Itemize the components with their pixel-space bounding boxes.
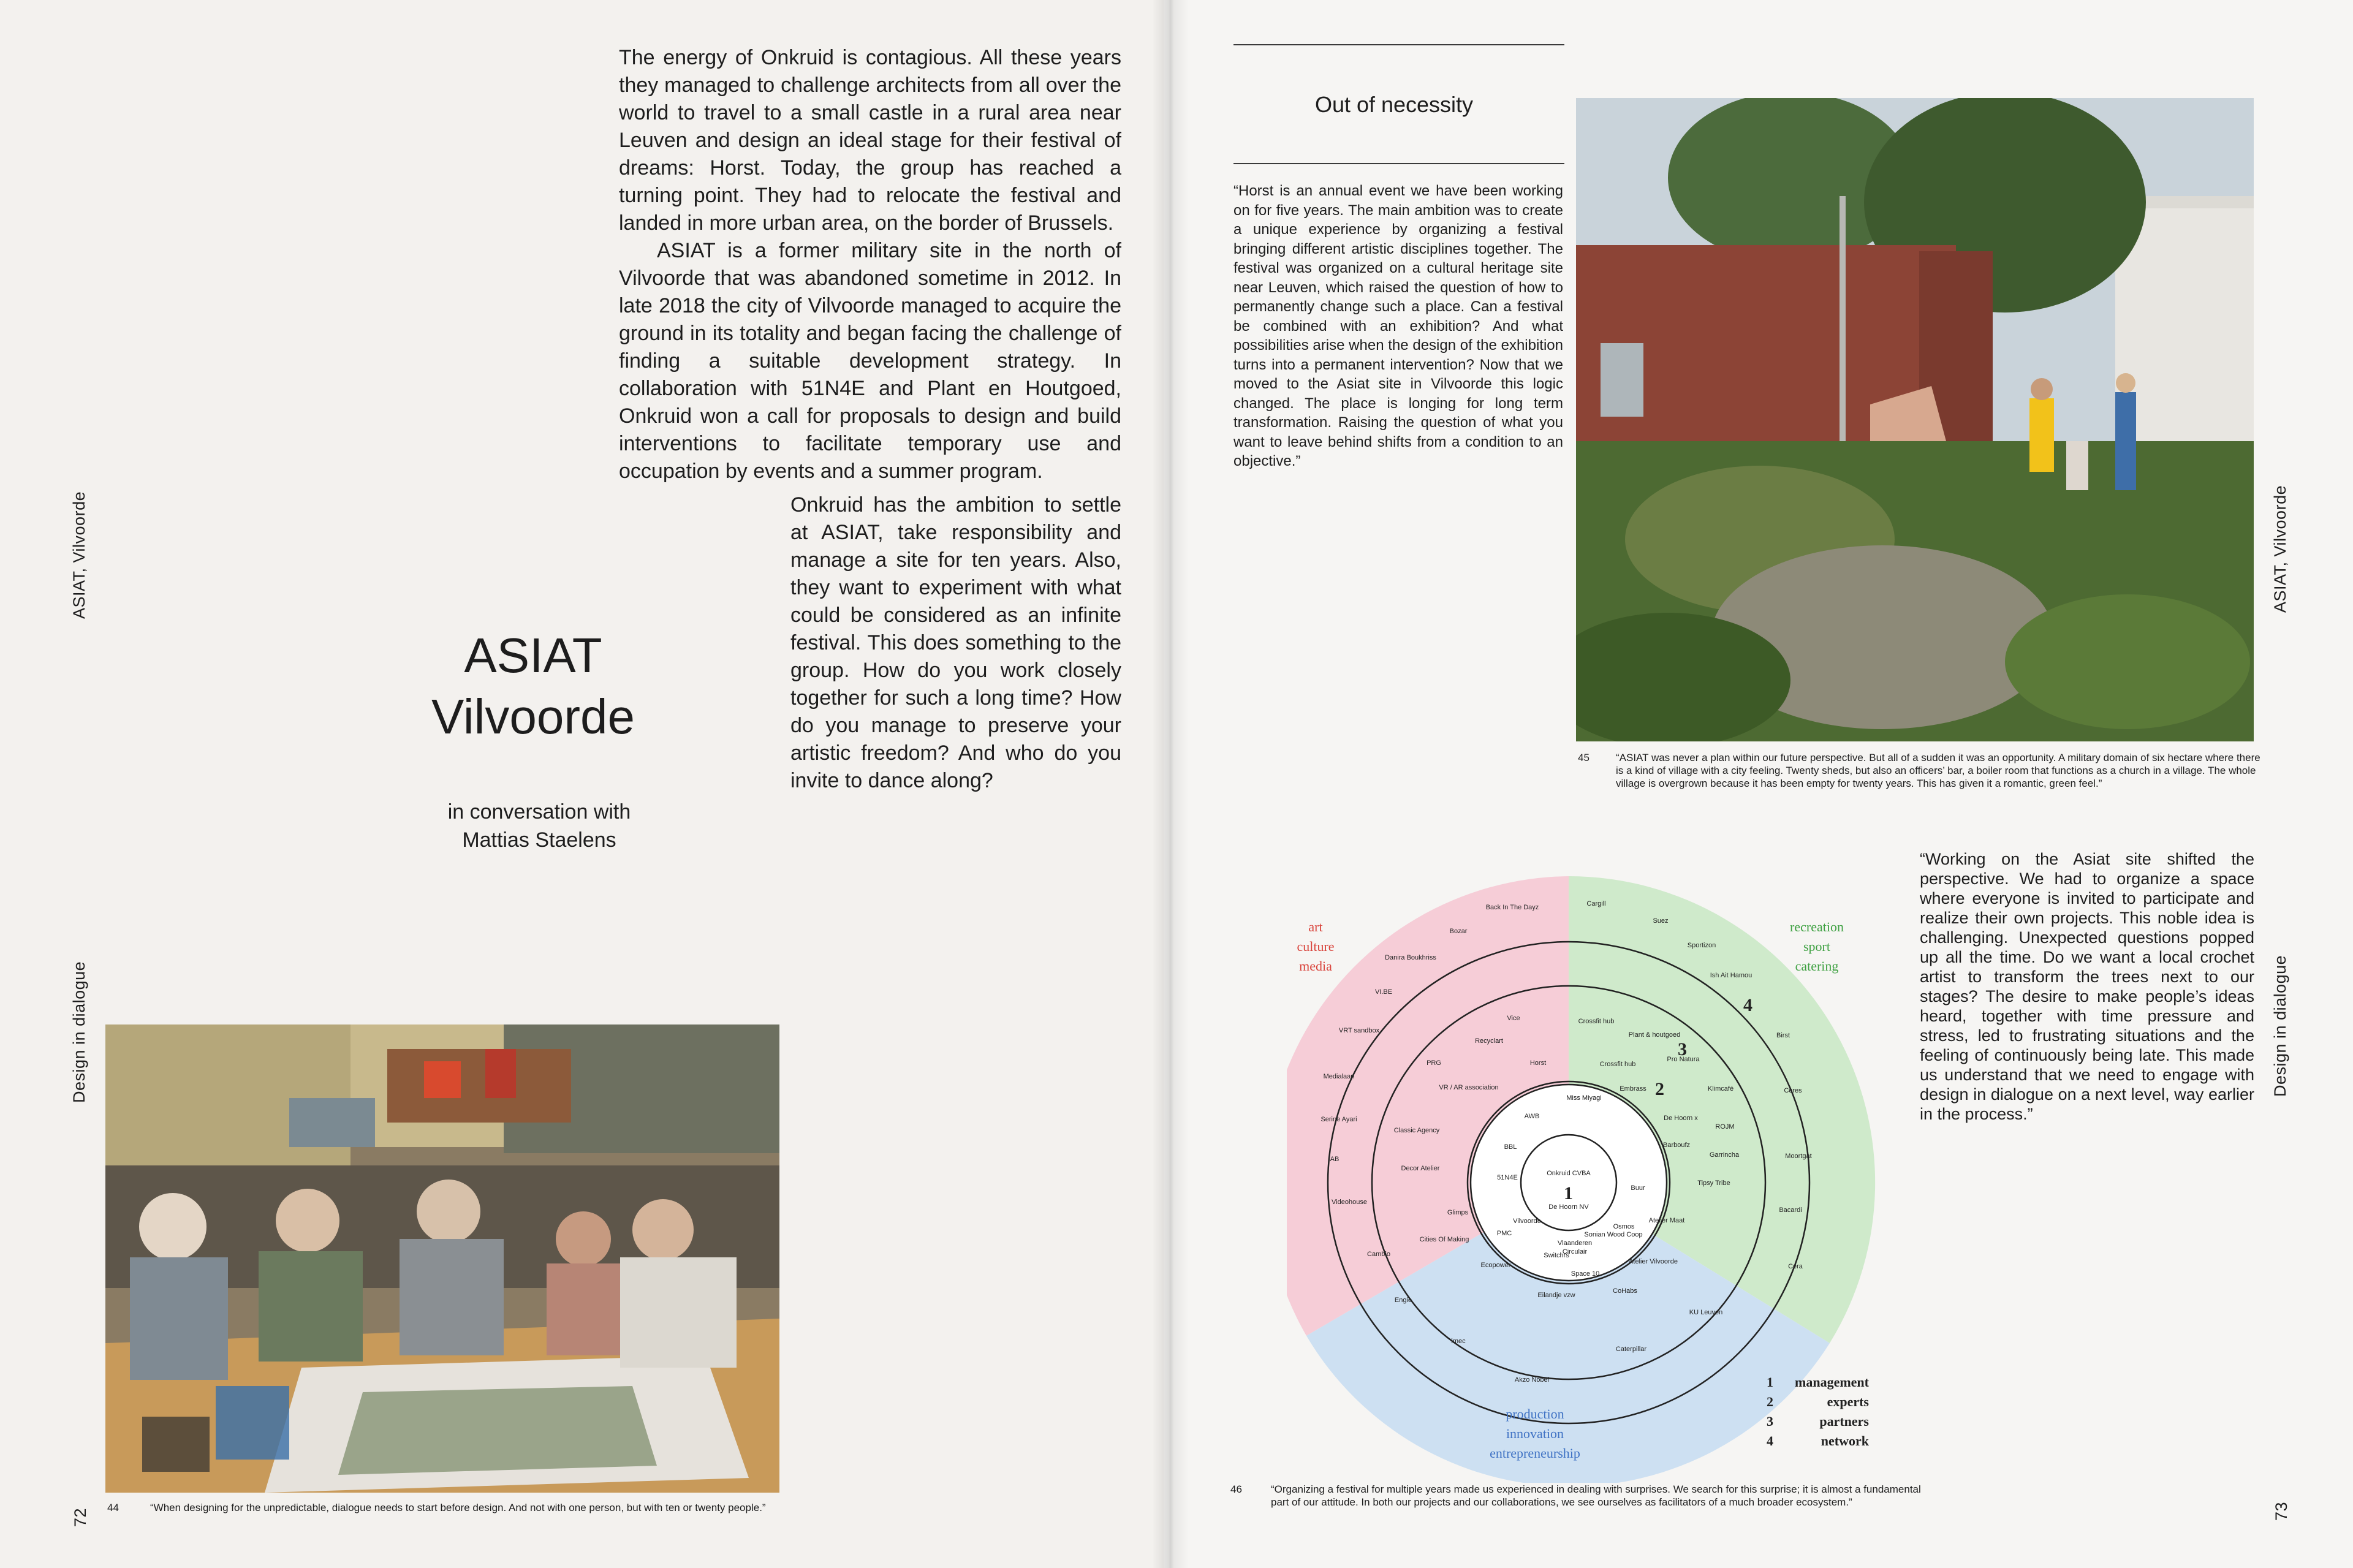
ring3-label: Klimcafé xyxy=(1707,1085,1734,1093)
ring-number-1: 1 xyxy=(1564,1183,1573,1203)
legend-label: experts xyxy=(1827,1394,1869,1409)
ring4-label: Caterpillar xyxy=(1615,1346,1647,1353)
ring2-label: Miss Miyagi xyxy=(1566,1094,1602,1102)
book-gutter xyxy=(1152,0,1189,1568)
ring3-label: Eilandje vzw xyxy=(1537,1292,1575,1299)
ring4-label: Serine Ayari xyxy=(1320,1116,1357,1123)
ring3-label: Plant & houtgoed xyxy=(1628,1031,1681,1039)
figure-46-number: 46 xyxy=(1230,1483,1242,1495)
subtitle-line-2: Mattias Staelens xyxy=(462,828,616,852)
left-page-number: 72 xyxy=(71,1507,89,1527)
ring3-label: Barboufz xyxy=(1662,1142,1691,1149)
ring3-label: Embrass xyxy=(1620,1085,1646,1093)
subtitle-line-1: in conversation with xyxy=(447,800,631,824)
left-running-head-bottom: Design in dialogue xyxy=(70,961,88,1103)
ring3-label: Garrincha xyxy=(1709,1151,1740,1159)
ring3-label: Crossfit hub xyxy=(1578,1018,1615,1025)
ring4-label: Birst xyxy=(1776,1032,1790,1039)
ring4-label: VI.BE xyxy=(1374,988,1393,996)
quote-working-asiat: “Working on the Asiat site shifted the perspective. We had to organize a space where everyone is invited to participate and realize their own projects. This noble idea is challenging. Unexpected questions popped up all the time. Do we want a local crochet artist to transform the trees next to our stages? The desire to make people’s ideas heard, together with time pressure and stress, led to frustrating situations and the feeling of continuously being late. This made us understand that we need to engage with design in dialogue on a next level, way earlier in the process.” xyxy=(1920,850,2254,1123)
right-running-head-bottom: Design in dialogue xyxy=(2271,955,2289,1097)
ring3-label: Ecopower xyxy=(1480,1262,1511,1269)
center-label: Onkruid CVBA xyxy=(1547,1170,1591,1177)
figure-45-caption xyxy=(1578,751,2276,806)
ring4-label: Medialaan xyxy=(1323,1073,1355,1080)
ring4-label: KU Leuven xyxy=(1689,1309,1723,1316)
legend-label: network xyxy=(1821,1433,1869,1449)
title-line-2: Vilvoorde xyxy=(431,689,635,744)
ring3-label: Atelier Vilvoorde xyxy=(1629,1258,1678,1265)
ring2-label: Buur xyxy=(1631,1184,1645,1192)
ring3-label: CoHabs xyxy=(1613,1287,1637,1295)
ring3-label: Classic Agency xyxy=(1393,1127,1440,1134)
ring4-label: Ish Ait Hamou xyxy=(1710,972,1752,979)
ring3-label: PMC xyxy=(1496,1230,1512,1237)
ring4-label: AB xyxy=(1330,1156,1339,1163)
ring2-label: AWB xyxy=(1524,1113,1540,1120)
ring2-label: Osmos xyxy=(1613,1223,1635,1230)
ring3-label: VR / AR association xyxy=(1439,1084,1499,1091)
ring3-label: Atelier Maat xyxy=(1648,1217,1685,1224)
ring3-label: Switchrs xyxy=(1544,1252,1569,1259)
asiat-site-photo-illustration xyxy=(1576,98,2254,741)
ring-number-4: 4 xyxy=(1743,995,1752,1015)
ring4-label: Bacardi xyxy=(1779,1206,1802,1214)
ring2-label: Circulair xyxy=(1562,1248,1588,1256)
ring4-label: VRT sandbox xyxy=(1338,1027,1380,1034)
sector-recreation-word: catering xyxy=(1795,958,1839,974)
ring4-label: Cambio xyxy=(1367,1251,1390,1258)
quote-horst: “Horst is an annual event we have been working on for five years. The main ambition was to create a unique experience by organizing a festival bringing different artistic disciplines together. The festival was organized on a cultural heritage site near Leuven, which raised the question of how to permanently change such a place. Can a festival be combined with an exhibition? And what possibilities arise when the design of the exhibition turns into a permanent intervention? Now that we moved to the Asiat site in Vilvoorde this logic changed. The place is longing for long term transformation. Raising the question of what you want to leave behind shifts from a condition to an objective.” xyxy=(1233,183,1563,469)
legend-number: 1 xyxy=(1767,1374,1773,1390)
ring3-label: Horst xyxy=(1529,1059,1547,1067)
ring4-label: Suez xyxy=(1653,917,1669,925)
ring-number-2: 2 xyxy=(1655,1079,1664,1099)
figure-46-caption xyxy=(1230,1483,1935,1532)
ring4-label: Akzo Nobel xyxy=(1514,1376,1550,1384)
legend-number: 3 xyxy=(1767,1414,1773,1429)
section-title: Out of necessity xyxy=(1314,92,1474,117)
figure-46-ecosystem-diagram xyxy=(1287,870,1900,1483)
ring3-label: Space 10 xyxy=(1571,1270,1600,1278)
sector-art-word: art xyxy=(1308,919,1323,934)
ring4-label: Bozar xyxy=(1449,928,1468,935)
section-rule-bottom xyxy=(1233,163,1564,164)
sector-production-word: entrepreneurship xyxy=(1490,1445,1580,1461)
article-subtitle xyxy=(392,798,686,854)
ring3-label: Vice xyxy=(1507,1015,1520,1022)
figure-45-caption-text: “ASIAT was never a plan within our future perspective. But all of a sudden it was an opportunity. A military domain of six hectare where there is a kind of village with a city feeling. Twenty sheds, but also an officers’ bar, a boiler room that functions as a church in a village. The whole village is overgrown because it has been empty for twenty years. This has given it a romantic, green feel.” xyxy=(1616,752,2260,789)
sector-label-recreation xyxy=(1790,919,1844,974)
figure-45-photo xyxy=(1576,98,2254,741)
workshop-photo-illustration xyxy=(105,1025,779,1493)
sector-recreation-word: recreation xyxy=(1790,919,1844,934)
sector-label-art xyxy=(1297,919,1334,974)
ring4-label: Danira Boukhriss xyxy=(1385,954,1436,961)
figure-45-number: 45 xyxy=(1578,752,1590,763)
legend-label: partners xyxy=(1819,1414,1869,1429)
right-page-number: 73 xyxy=(2272,1501,2290,1521)
figure-44-caption-text: “When designing for the unpredictable, dialogue needs to start before design. And not with one person, but with ten or twenty people.” xyxy=(150,1502,766,1513)
ring3-label: Pro Natura xyxy=(1667,1056,1700,1063)
center-label: De Hoorn NV xyxy=(1548,1203,1589,1211)
ring2-label: 51N4E xyxy=(1497,1174,1518,1181)
legend-number: 4 xyxy=(1767,1433,1773,1449)
figure-44-number: 44 xyxy=(107,1502,119,1513)
ring4-label: Ceres xyxy=(1784,1087,1802,1094)
right-running-head-top: ASIAT, Vilvoorde xyxy=(2271,485,2289,613)
sector-art-word: culture xyxy=(1297,939,1335,954)
sector-art-word: media xyxy=(1299,958,1332,974)
title-line-1: ASIAT xyxy=(464,628,602,683)
ring3-label: Decor Atelier xyxy=(1401,1165,1440,1172)
ring3-label: Cities Of Making xyxy=(1419,1236,1469,1243)
ring3-label: Tipsy Tribe xyxy=(1697,1180,1730,1187)
figure-46-caption-text: “Organizing a festival for multiple years made us experienced in dealing with surprises. We search for this surprise; it is almost a fundamental part of our attitude. In both our projects and our collaborations, we see ourselves as facilitators of a much broader ecosystem.” xyxy=(1271,1483,1921,1508)
ring3-label: Recyclart xyxy=(1475,1037,1503,1045)
ring4-label: Cera xyxy=(1788,1263,1803,1270)
figure-44-photo xyxy=(105,1025,779,1493)
left-running-head-top: ASIAT, Vilvoorde xyxy=(70,491,88,619)
ring4-label: imec xyxy=(1451,1338,1466,1345)
ring4-label: Moortgat xyxy=(1785,1153,1812,1160)
ring3-label: De Hoorn x xyxy=(1664,1115,1698,1122)
ring4-label: Back In The Dayz xyxy=(1485,904,1539,911)
ring3-label: Crossfit hub xyxy=(1599,1061,1636,1068)
figure-44-caption xyxy=(107,1501,787,1538)
legend-number: 2 xyxy=(1767,1394,1773,1409)
ring3-label: Sonian Wood Coop xyxy=(1584,1231,1643,1238)
ring4-label: Cargill xyxy=(1586,900,1606,907)
ring3-label: PRG xyxy=(1427,1059,1441,1067)
ring3-label: ROJM xyxy=(1715,1123,1735,1131)
sector-production-word: innovation xyxy=(1506,1426,1564,1441)
ring3-label: Glimps xyxy=(1447,1209,1469,1216)
intro-text-upper xyxy=(619,44,1121,485)
ring4-label: Engie xyxy=(1394,1297,1412,1304)
sector-recreation-word: sport xyxy=(1803,939,1830,954)
article-title xyxy=(380,625,686,748)
intro-text-lower xyxy=(790,491,1121,795)
legend-label: management xyxy=(1795,1374,1869,1390)
sector-production-word: production xyxy=(1506,1406,1564,1422)
ring2-label: BBL xyxy=(1504,1143,1517,1151)
section-rule-top xyxy=(1233,44,1564,45)
intro-paragraph-1: The energy of Onkruid is contagious. All these years they managed to challenge architects from all over the world to travel to a small castle in a rural area near Leuven and design an ideal stage for their festival of dreams: Horst. Today, the group has reached a turning point. They had to relocate the festival and landed in more urban area, on the border of Brussels. xyxy=(619,46,1121,235)
ring-number-3: 3 xyxy=(1678,1039,1687,1059)
ring2-label: Vlaanderen xyxy=(1557,1240,1593,1247)
intro-paragraph-3: Onkruid has the ambition to settle at ASIAT, take responsibility and manage a site for ten years. Also, they want to experiment with what could be considered as an infinite festival. This does something to the group. How do you work closely together for such a long time? How do you manage to preserve your artistic freedom? And who do you invite to dance along? xyxy=(790,493,1121,792)
intro-paragraph-2: ASIAT is a former military site in the north of Vilvoorde that was abandoned sometime in 2012. In late 2018 the city of Vilvoorde managed to acquire the ground in its totality and began facing the challenge of finding a suitable development strategy. In collaboration with 51N4E and Plant en Houtgoed, Onkruid won a call for proposals to design and build interventions to facilitate temporary use and occupation by events and a summer program. xyxy=(619,239,1121,483)
ring4-label: Videohouse xyxy=(1332,1199,1367,1206)
ring2-label: Vilvoorde xyxy=(1513,1218,1541,1225)
ring4-label: Sportizon xyxy=(1687,942,1716,949)
ring-1-outline xyxy=(1521,1135,1616,1230)
